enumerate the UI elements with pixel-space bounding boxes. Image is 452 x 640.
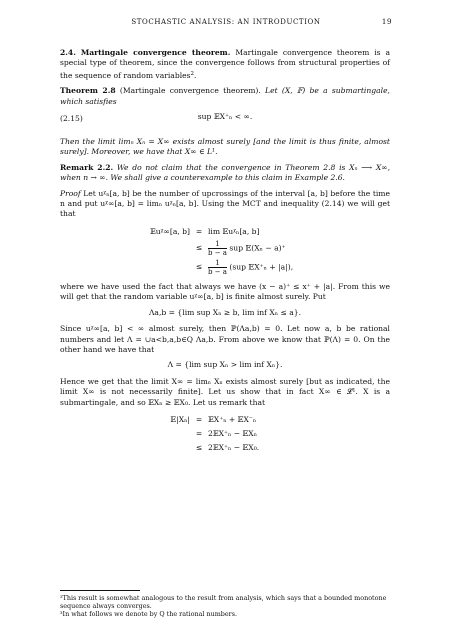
footnotes [60,590,390,618]
paragraph: Since uᵡ∞[a, b] < ∞ almost surely, then ℙ(Λa,b) = 0. Let now a, b be rational numbers and let Λ = ∪a<b,a,b∈Q Λa,b. From above we know that ℙ(Λ) = 0. On the other hand we have that [60,324,390,354]
equation-2-15 [60,112,390,132]
footnote-rule [60,590,140,591]
equation-number: (2.15) [60,114,83,124]
proof-label: Proof [60,188,81,198]
theorem-label: Theorem 2.8 [60,86,116,96]
align-row: 𝔼uᵡ∞[a, b] = lim 𝔼uᵡₙ[a, b] [149,226,260,236]
align-row: 𝔼|Xₙ| = 𝔼X⁺ₙ + 𝔼X⁻ₙ [170,414,257,424]
section-text: Martingale convergence theorem is a special type of theorem, since the convergence follows from structural properties of the sequence of random variables [60,48,391,80]
align-row: = 2𝔼X⁺ₙ − 𝔼Xₙ [195,428,257,438]
align-row: ≤ 2𝔼X⁺ₙ − 𝔼X₀. [195,442,260,452]
remark-text: We do not claim that the convergence in Theorem 2.8 is Xₙ ⟶ X∞, when n → ∞. We shall give a counterexample to this claim in Example 2.6. [60,162,390,183]
header-title: STOCHASTIC ANALYSIS: AN INTRODUCTION [131,18,321,26]
fraction: $\frac{1}{b - a}$ [208,239,227,257]
section-number: 2.4. [60,48,76,57]
theorem-conclusion: Then the limit limₙ Xₙ = X∞ exists almost surely [and the limit is thus finite, almost surely]. Moreover, we have that X∞ ∈ L¹. [60,137,390,157]
running-header [60,18,392,30]
remark [60,163,390,184]
align-row: ≤ $\frac{1}{b - a}$ sup 𝔼(Xₙ − a)⁺ [195,239,286,257]
equation-content: sup 𝔼X⁺ₙ < ∞. [197,112,253,122]
footnote: ²This result is somewhat analogous to the result from analysis, which says that a bounded monotone sequence always converges. [60,594,387,610]
lambda-definition: Λa,b = {lim sup Xₙ ≥ b, lim inf Xₙ ≤ a}. [148,307,302,317]
body-text [60,48,390,460]
fraction: $\frac{1}{b - a}$ [208,258,227,276]
lambda-set: Λ = {lim sup Xₙ > lim inf Xₙ}. [167,360,283,370]
section-paragraph: 2.4. Martingale convergence theorem. Martingale convergence theorem is a special type of theorem, since the convergence follows from structural properties of the sequence of random variables$^2$. [60,48,391,80]
proof-paragraph [60,189,390,220]
section-title: Martingale convergence theorem. [80,48,231,57]
theorem-text: Let (X, 𝔽) be a submartingale, which satisfies [60,86,390,106]
proof-text: Let uᵡₙ[a, b] be the number of upcrossings of the interval [a, b] before the time n and put uᵡ∞[a, b] = limₙ uᵡₙ[a, b]. Using the MCT and inequality (2.14) we will get that [60,188,390,219]
align-row: ≤ $\frac{1}{b - a}$ (sup 𝔼X⁺ₙ + |a|), [195,258,294,276]
theorem-name: (Martingale convergence theorem). [119,86,261,96]
expectation-chain [140,414,390,454]
after-align-text: where we have used the fact that always we have (x − a)⁺ ≤ x⁺ + |a|. From this we will get that the random variable uᵡ∞[a, b] is finite almost surely. Put [60,281,390,302]
footnote: ³In what follows we denote by Q the rational numbers. [60,610,238,618]
theorem-statement [60,86,390,107]
paragraph: Hence we get that the limit X∞ = limₙ Xₙ exists almost surely [but as indicated, the limit X∞ is not necessarily finite]. Let us show that in fact X∞ ∈ 𝓛¹. X is a submartingale, and so 𝔼Xₙ ≥ 𝔼X₀. Let us remark that [60,376,390,407]
remark-label: Remark 2.2. [60,162,114,172]
inequality-chain [140,226,390,276]
page-number: 19 [381,18,392,26]
